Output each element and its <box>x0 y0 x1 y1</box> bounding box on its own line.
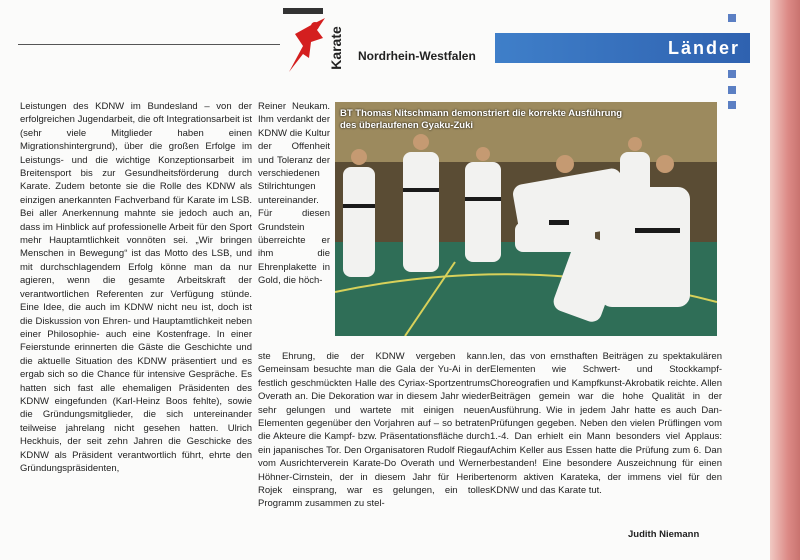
decor-square <box>728 86 736 94</box>
body-column-3: ste Ehrung, die der KDNW vergeben kann. Gemeinsam besuchte man die Gala der Yu-Ai in der festlich geschmückten Halle des Cyriax-Sportzentrums Overath an. Die Dekoration war in diesem Jahr wieder sehr gelungen und wartete mit einigen neuen Elementen gegenüber den Vorjahren auf – so betraten die Akteure die Kampf- bzw. Präsentationsfläche durch ein japanisches Tor. Den Organisatoren Rudolf Riegauf vom Ausrichterverein Karate-Do Overath und Werner Höhner-Cirnstein, der in diesem Jahr für Heribert Rojek einsprang, war es gelungen, ein tolles Programm zusammen zu stel- <box>258 351 490 510</box>
header-rule <box>18 44 280 45</box>
decor-square <box>728 14 736 22</box>
karate-logo <box>283 8 347 80</box>
region-label: Nordrhein-Westfalen <box>358 49 476 63</box>
logo-wordmark: Karate <box>328 26 344 70</box>
body-column-2: Reiner Neukam. Ihm verdankt der KDNW die Kultur der Offenheit und Toleranz der verschiedenen Stilrichtungen untereinander. Für diesen Grundstein überreichte er ihm die Ehrenplakette in Gold, die höch- <box>258 101 330 287</box>
page-edge-strip <box>770 0 800 560</box>
section-banner: Länder <box>495 33 750 63</box>
body-column-1: Leistungen des KDNW im Bundesland – von der erfolgreichen Jugendarbeit, die oft Integrationsarbeit ist (sehr viele Mitglieder haben einen Migrationshintergrund), über die großen Erfolge im Leistungs- und die wichtige Konzeptionsarbeit im Breitensport bis zur Gesundheitsförderung durch Karate. Zudem betonte sie die Rolle des KDNW als einzigen anerkannten Fachverband für Karate im LSB. Bei aller Anerkennung mahnte sie jedoch auch an, dass im Hinblick auf professionelle Arbeit für den Sport mehr Hauptamtlichkeit vonnöten sei. „Wir bringen Menschen in Bewegung“ ist das Motto des LSB, und mit durchschlagendem Erfolg könne man da nur agieren, wenn die gesamte Arbeitskraft der verantwortlichen Referenten zur Verfügung stünde. Eine Idee, die auch im KDNW nicht neu ist, doch ist die Diskussion von Ehren- und Hauptamtlichkeit neben einer Philosophie- auch eine Kostenfrage. In einer Feierstunde erinnerten die Gäste die Geschichte und die aktuelle Situation des KDNW präsentiert und es ergab sich so die Chance für intensive Gespräche. Es hatten sich fast alle ehemaligen Präsidenten des KDNW eingefunden (Karl-Heinz Boos fehlte), sowie die Gründungsmitglieder, die sich untereinander teilweise jahrelang nicht gesehen hatten. Ulrich Heckhuis, der seit zehn Jahren die Geschicke des KDNW als Präsident verantwortlich führt, ehrte den Gründungspräsidenten, <box>20 101 252 474</box>
decor-square <box>728 70 736 78</box>
photo-caption: BT Thomas Nitschmann demonstriert die korrekte Ausführung des überlaufenen Gyaku-Zuki <box>340 108 623 131</box>
author-name: Judith Niemann <box>628 529 700 540</box>
body-column-4: len, das von ernsthaften Beiträgen zu spektakulären Elementen wie Schwert- und Stockkampf-Choreografien und Kampfkunst-Akrobatik reichte. Allen Beiträgen gemein war die hohe Qualität in der Ausführung. Wie in jedem Jahr hatte es auch Dan-Prüfungen gegeben. Neben den vielen Prüflingen vom 1.-4. Dan erhielt ein Mann besonders viel Applaus: Achim Keller aus Essen hatte die Prüfung zum 6. Dan bestanden! Eine besondere Auszeichnung für einen enorm aktiven Karateka, der immens viel für den KDNW und das Karate tut. <box>490 351 722 497</box>
decor-square <box>728 101 736 109</box>
karate-photo <box>335 102 717 336</box>
